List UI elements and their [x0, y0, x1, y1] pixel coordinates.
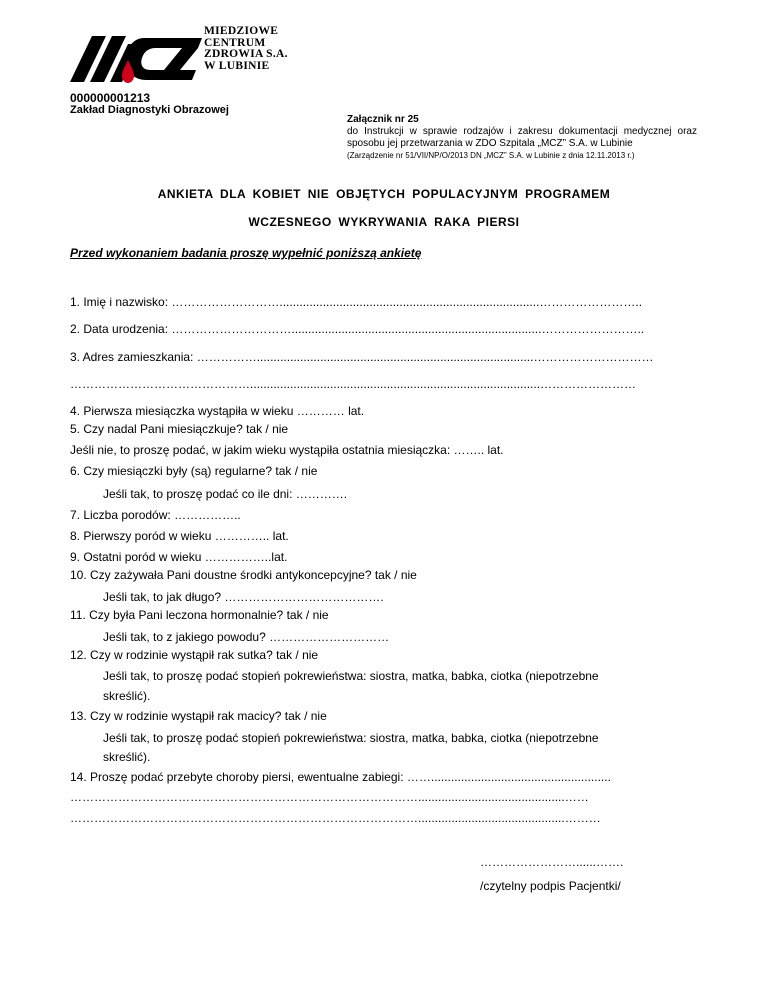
signature-label: /czytelny podpis Pacjentki/ — [480, 879, 621, 893]
q10-duration[interactable]: Jeśli tak, to jak długo? …………………………………. — [103, 590, 384, 604]
field-birth-date[interactable]: 2. Data urodzenia: …………………………...........................................................................…………………….. — [70, 322, 645, 336]
form-title-line: WCZESNEGO WYKRYWANIA RAKA PIERSI — [248, 215, 520, 229]
annex-title: Załącznik nr 25 — [347, 114, 419, 125]
org-line: CENTRUM — [204, 36, 266, 49]
org-line: MIEDZIOWE — [204, 25, 279, 37]
q7-births-count[interactable]: 7. Liczba porodów: …………….. — [70, 508, 241, 522]
q14-line-3[interactable]: ……………………………………………………………………………............................................……… — [70, 811, 601, 825]
q10-contraceptives[interactable]: 10. Czy zażywała Pani doustne środki antykoncepcyjne? tak / nie — [70, 568, 417, 582]
q14-breast-diseases[interactable]: 14. Proszę podać przebyte choroby piersi, ewentualne zabiegi: ……...................................................... — [70, 770, 611, 784]
q5-still-menstruating[interactable]: 5. Czy nadal Pani miesiączkuje? tak / nie — [70, 422, 289, 436]
q5-last-period-age[interactable]: Jeśli nie, to proszę podać, w jakim wieku wystąpiła ostatnia miesiączka: …….. lat. — [70, 443, 504, 457]
annex-ordinance: (Zarządzenie nr 51/VII/NP/O/2013 DN „MCZ” S.A. w Lubinie z dnia 12.11.2013 r.) — [347, 151, 635, 160]
q9-last-birth-age[interactable]: 9. Ostatni poród w wieku ……………..lat. — [70, 550, 288, 564]
q11-reason[interactable]: Jeśli tak, to z jakiego powodu? ………………………… — [103, 630, 390, 644]
signature-field[interactable]: ……………………......……. — [480, 855, 624, 869]
q6-cycle-days[interactable]: Jeśli tak, to proszę podać co ile dni: …………. — [103, 487, 348, 501]
q8-first-birth-age[interactable]: 8. Pierwszy poród w wieku ………….. lat. — [70, 529, 289, 543]
field-address-cont[interactable]: ……………………………………….......................................................................................…………………… — [70, 377, 637, 391]
q13-relation-cont: skreślić). — [103, 750, 151, 764]
department-name: Zakład Diagnostyki Obrazowej — [70, 104, 229, 116]
field-name[interactable]: 1. Imię i nazwisko: ………………………..............................................................................…………………….. — [70, 295, 643, 309]
org-line: ZDROWIA S.A. — [204, 48, 288, 60]
form-title-line: ANKIETA DLA KOBIET NIE OBJĘTYCH POPULACYJNYM PROGRAMEM — [157, 187, 611, 201]
q6-regular[interactable]: 6. Czy miesiączki były (są) regularne? tak / nie — [70, 464, 318, 478]
q12-relation-cont: skreślić). — [103, 689, 151, 703]
q12-breast-cancer-family[interactable]: 12. Czy w rodzinie wystąpił rak sutka? tak / nie — [70, 648, 319, 662]
mcz-logo-icon — [70, 30, 202, 86]
form-title — [70, 180, 698, 236]
annex-text: do Instrukcji w sprawie rodzajów i zakresu dokumentacji medycznej oraz sposobu jej przetwarzania w ZDO Szpitala „MCZ” S.A. w Lubinie — [347, 126, 697, 149]
form-intro: Przed wykonaniem badania proszę wypełnić poniższą ankietę — [70, 246, 422, 260]
q11-hormonal[interactable]: 11. Czy była Pani leczona hormonalnie? tak / nie — [70, 608, 329, 622]
q13-relation[interactable]: Jeśli tak, to proszę podać stopień pokrewieństwa: siostra, matka, babka, ciotka (niepotrzebne — [103, 731, 599, 745]
q13-uterine-cancer-family[interactable]: 13. Czy w rodzinie wystąpił rak macicy? tak / nie — [70, 709, 327, 723]
q4-first-period[interactable]: 4. Pierwsza miesiączka wystąpiła w wieku ………… lat. — [70, 404, 365, 418]
org-name — [204, 26, 288, 72]
annex-block — [347, 114, 697, 161]
logo — [70, 26, 300, 90]
document-number: 000000001213 — [70, 91, 151, 105]
org-line: W LUBINIE — [204, 59, 270, 72]
field-address[interactable]: 3. Adres zamieszkania: ……………...................................................................................………………………… — [70, 350, 654, 364]
q14-line-2[interactable]: ……………………………………………………………………………............................................…… — [70, 790, 589, 804]
q12-relation[interactable]: Jeśli tak, to proszę podać stopień pokrewieństwa: siostra, matka, babka, ciotka (niepotrzebne — [103, 669, 599, 683]
